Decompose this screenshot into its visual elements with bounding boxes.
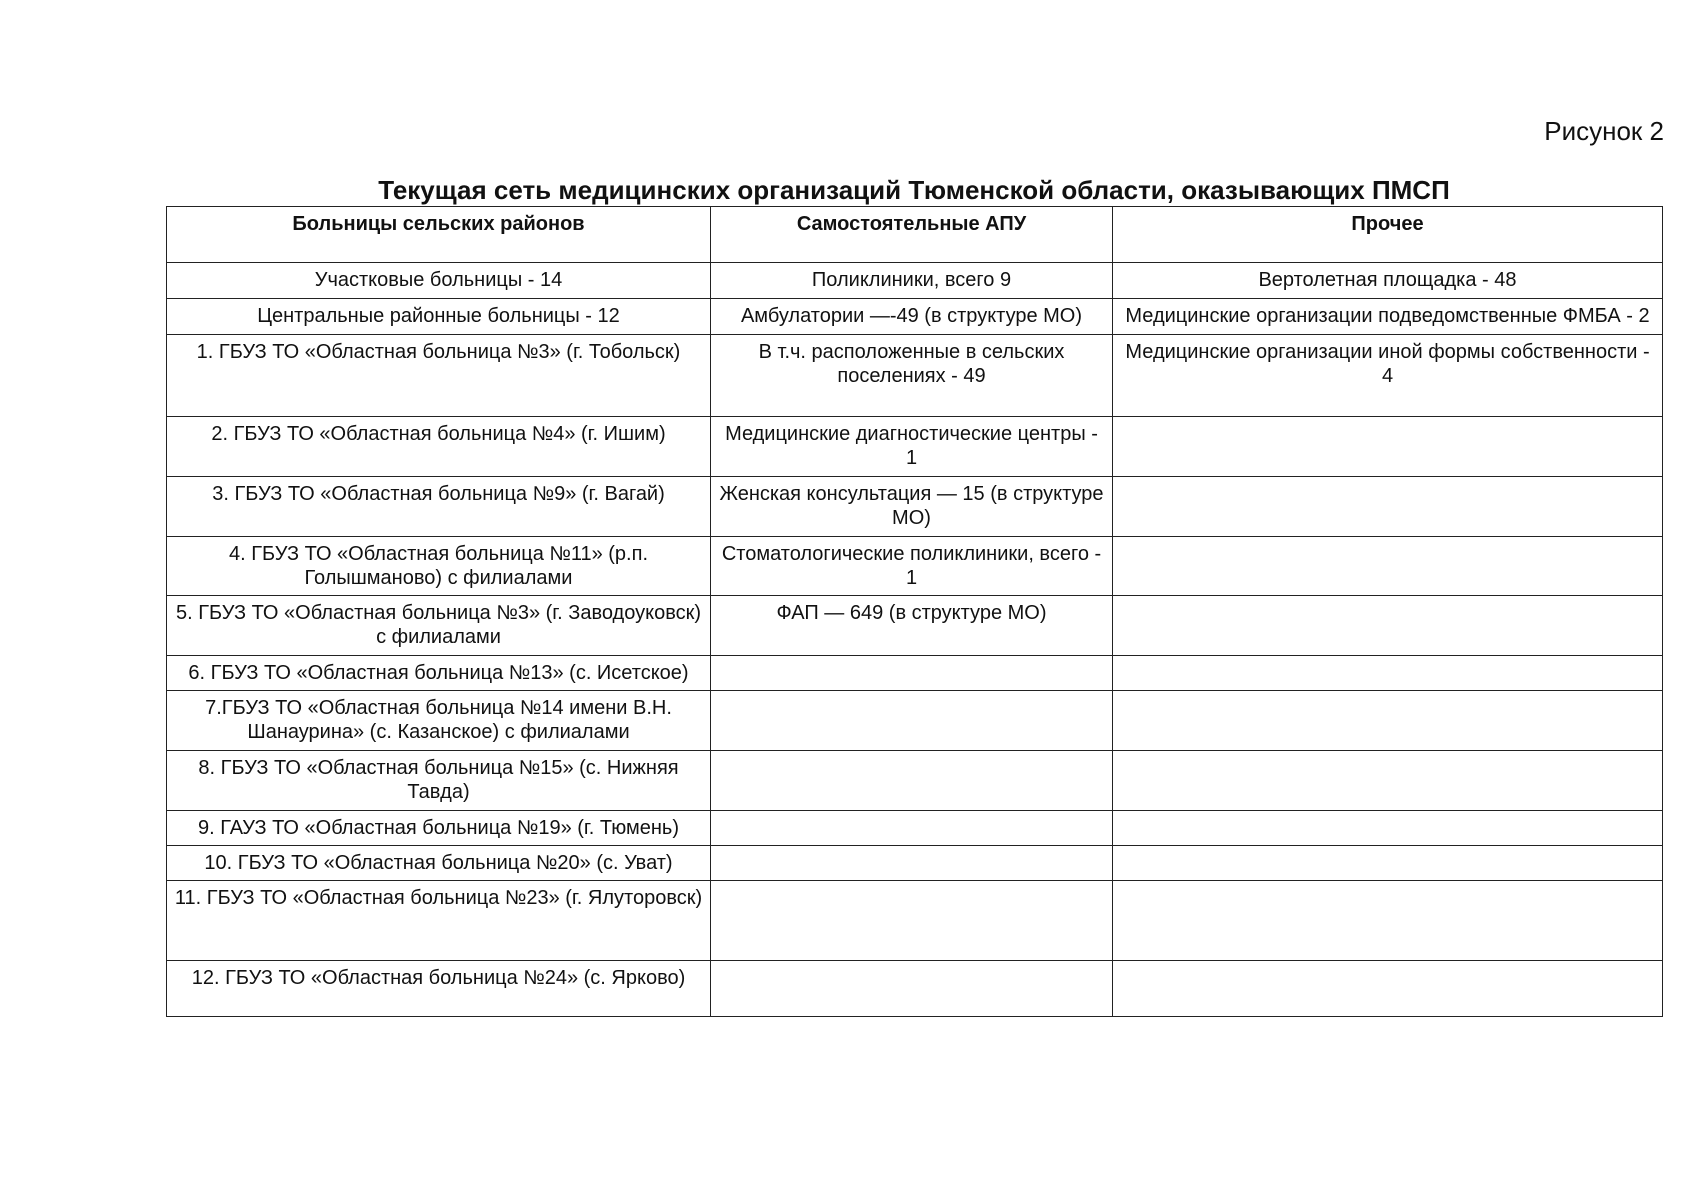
- table-row: [167, 691, 1663, 751]
- table-cell: [1113, 477, 1663, 537]
- table-cell: Стоматологические поликлиники, всего - 1: [711, 537, 1113, 596]
- table-cell: [1113, 751, 1663, 811]
- table-cell: Центральные районные больницы - 12: [167, 299, 711, 335]
- table-cell: [1113, 811, 1663, 846]
- table-cell: Медицинские диагностические центры - 1: [711, 417, 1113, 477]
- table-cell: Медицинские организации подведомственные ФМБА - 2: [1113, 299, 1663, 335]
- table-row: [167, 656, 1663, 691]
- table-header-row: [167, 207, 1663, 263]
- table-cell: 4. ГБУЗ ТО «Областная больница №11» (р.п. Голышманово) с филиалами: [167, 537, 711, 596]
- table-cell: Амбулатории —-49 (в структуре МО): [711, 299, 1113, 335]
- table-cell: [1113, 881, 1663, 961]
- table-cell: Женская консультация — 15 (в структуре МО): [711, 477, 1113, 537]
- table-row: [167, 811, 1663, 846]
- table-cell: Вертолетная площадка - 48: [1113, 263, 1663, 299]
- table-cell: 9. ГАУЗ ТО «Областная больница №19» (г. Тюмень): [167, 811, 711, 846]
- table-cell: 2. ГБУЗ ТО «Областная больница №4» (г. Ишим): [167, 417, 711, 477]
- table-cell: 1. ГБУЗ ТО «Областная больница №3» (г. Тобольск): [167, 335, 711, 417]
- table-cell: [711, 751, 1113, 811]
- table-cell: 3. ГБУЗ ТО «Областная больница №9» (г. Вагай): [167, 477, 711, 537]
- table-cell: [711, 961, 1113, 1017]
- document-title: Текущая сеть медицинских организаций Тюменской области, оказывающих ПМСП: [378, 175, 1450, 205]
- table-row: [167, 299, 1663, 335]
- organizations-table: [166, 206, 1663, 1017]
- table-cell: 7.ГБУЗ ТО «Областная больница №14 имени В.Н. Шанаурина» (с. Казанское) с филиалами: [167, 691, 711, 751]
- table-row: [167, 537, 1663, 596]
- table-cell: [1113, 961, 1663, 1017]
- table-row: [167, 335, 1663, 417]
- table-cell: [711, 691, 1113, 751]
- table-row: [167, 477, 1663, 537]
- table-cell: 11. ГБУЗ ТО «Областная больница №23» (г. Ялуторовск): [167, 881, 711, 961]
- table-cell: [1113, 656, 1663, 691]
- table-cell: [711, 811, 1113, 846]
- table-cell: Поликлиники, всего 9: [711, 263, 1113, 299]
- table-row: [167, 417, 1663, 477]
- table-cell: Медицинские организации иной формы собственности - 4: [1113, 335, 1663, 417]
- table-cell: В т.ч. расположенные в сельских поселениях - 49: [711, 335, 1113, 417]
- table-row: [167, 961, 1663, 1017]
- table-cell: 12. ГБУЗ ТО «Областная больница №24» (с. Ярково): [167, 961, 711, 1017]
- table-cell: [711, 656, 1113, 691]
- table-cell: 10. ГБУЗ ТО «Областная больница №20» (с. Уват): [167, 846, 711, 881]
- table-cell: [1113, 417, 1663, 477]
- table-row: [167, 596, 1663, 656]
- table-row: [167, 846, 1663, 881]
- table-cell: 8. ГБУЗ ТО «Областная больница №15» (с. Нижняя Тавда): [167, 751, 711, 811]
- table-cell: [711, 881, 1113, 961]
- table-cell: [1113, 691, 1663, 751]
- table-row: [167, 263, 1663, 299]
- table-cell: ФАП — 649 (в структуре МО): [711, 596, 1113, 656]
- table-cell: 6. ГБУЗ ТО «Областная больница №13» (с. Исетское): [167, 656, 711, 691]
- table-cell: Участковые больницы - 14: [167, 263, 711, 299]
- header-other: Прочее: [1113, 207, 1663, 263]
- table-cell: [711, 846, 1113, 881]
- table-cell: 5. ГБУЗ ТО «Областная больница №3» (г. Заводоуковск) с филиалами: [167, 596, 711, 656]
- table-cell: [1113, 537, 1663, 596]
- table-row: [167, 881, 1663, 961]
- table-cell: [1113, 596, 1663, 656]
- table-row: [167, 751, 1663, 811]
- figure-label: Рисунок 2: [1544, 116, 1664, 146]
- header-rural-hospitals: Больницы сельских районов: [167, 207, 711, 263]
- header-independent-apu: Самостоятельные АПУ: [711, 207, 1113, 263]
- table-cell: [1113, 846, 1663, 881]
